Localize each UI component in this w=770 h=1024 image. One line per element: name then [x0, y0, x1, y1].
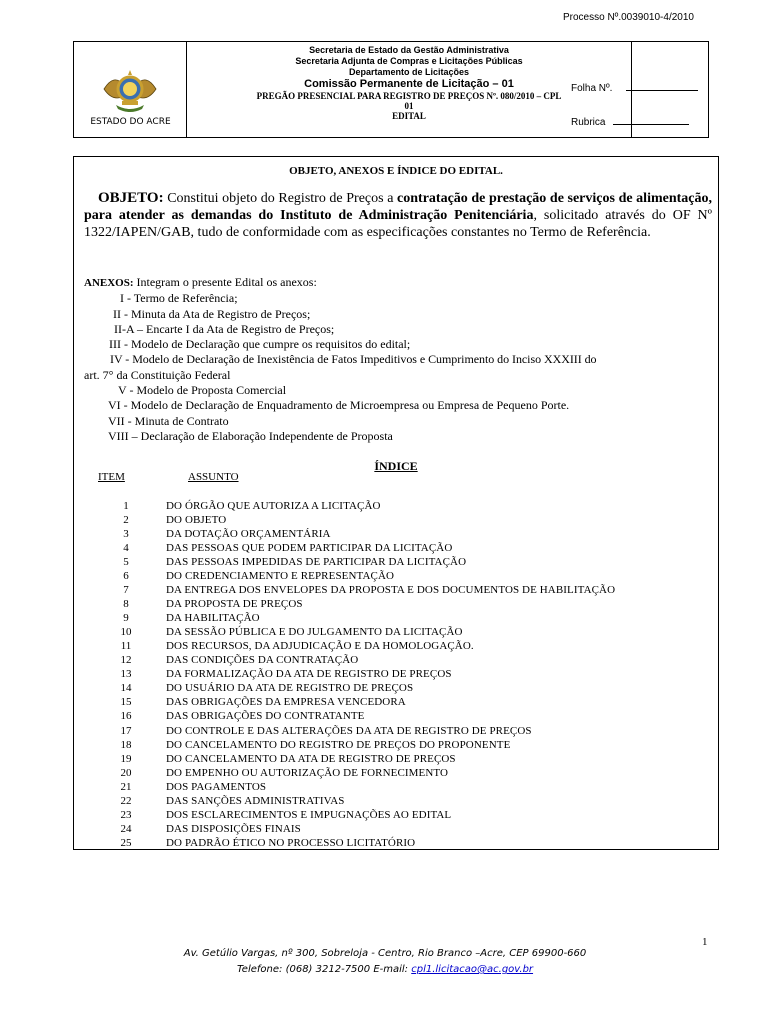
rubrica-blank-line [613, 124, 689, 125]
header-logo-cell [74, 42, 187, 137]
anexos-list [84, 275, 714, 444]
indice-item-subject: DAS SANÇÕES ADMINISTRATIVAS [166, 794, 345, 807]
indice-row [74, 822, 714, 836]
indice-item-number: 20 [120, 766, 132, 779]
header-line-departamento: Departamento de Licitações [348, 67, 470, 77]
indice-item-subject: DA SESSÃO PÚBLICA E DO JULGAMENTO DA LICITAÇÃO [166, 626, 463, 639]
indice-row [74, 527, 714, 541]
header-line-adjunta: Secretaria Adjunta de Compras e Licitações Públicas [295, 56, 523, 66]
indice-item-number: 1 [123, 500, 129, 512]
rubrica-label: Rubrica [571, 117, 606, 128]
indice-row [74, 695, 714, 709]
indice-row [74, 808, 714, 822]
edital-content-box [73, 156, 719, 850]
objeto-text-start: Constitui objeto do Registro de Preços a [163, 191, 398, 206]
indice-item-number: 9 [123, 612, 129, 625]
footer-contact [0, 964, 770, 975]
anexo-item: art. 7° da Constituição Federal [84, 367, 231, 382]
indice-item-number: 21 [120, 780, 132, 793]
indice-col-item: ITEM [98, 471, 125, 483]
indice-item-subject: DAS PESSOAS IMPEDIDAS DE PARTICIPAR DA LICITAÇÃO [166, 556, 467, 569]
objeto-label: OBJETO: [98, 190, 164, 206]
indice-row [74, 709, 714, 723]
folha-label: Folha Nº. [571, 83, 613, 94]
objeto-text-end: , solicitado através do OF Nº 1322/IAPEN/GAB, tudo de conformidade com as especificações constantes no Termo de Referência. [84, 208, 712, 240]
indice-item-number: 7 [123, 584, 129, 597]
indice-item-number: 19 [120, 752, 132, 765]
indice-item-subject: DAS OBRIGAÇÕES DA EMPRESA VENCEDORA [166, 696, 406, 709]
folha-blank-line [626, 90, 698, 91]
indice-item-subject: DOS PAGAMENTOS [166, 780, 267, 793]
indice-item-subject: DO OBJETO [166, 514, 227, 527]
indice-item-subject: DO CANCELAMENTO DA ATA DE REGISTRO DE PREÇOS [166, 752, 456, 765]
indice-row [74, 569, 714, 583]
indice-row [74, 555, 714, 569]
indice-table [74, 499, 714, 850]
header-line-secretaria: Secretaria de Estado da Gestão Administrativa [309, 45, 509, 55]
indice-item-number: 22 [120, 794, 132, 807]
indice-title: ÍNDICE [374, 459, 418, 473]
indice-row [74, 513, 714, 527]
indice-row [74, 583, 714, 597]
indice-row [74, 597, 714, 611]
indice-item-subject: DO CANCELAMENTO DO REGISTRO DE PREÇOS DO PROPONENTE [166, 738, 511, 751]
indice-row [74, 780, 714, 794]
anexo-item: I - Termo de Referência; [120, 291, 238, 306]
indice-item-number: 23 [120, 808, 132, 821]
anexo-item: V - Modelo de Proposta Comercial [118, 383, 287, 398]
anexo-item: VII - Minuta de Contrato [108, 413, 229, 428]
footer-email-link[interactable]: cpl1.licitacao@ac.gov.br [411, 964, 534, 975]
rubrica-field [571, 117, 689, 128]
folha-field [571, 83, 698, 94]
indice-row [74, 681, 714, 695]
footer-address: Av. Getúlio Vargas, nº 300, Sobreloja - Centro, Rio Branco –Acre, CEP 69900-660 [183, 948, 587, 959]
indice-item-number: 25 [120, 836, 132, 849]
indice-item-number: 24 [120, 822, 132, 835]
indice-item-number: 11 [120, 640, 132, 653]
indice-row [74, 794, 714, 808]
anexos-label: ANEXOS: [84, 277, 134, 289]
anexo-item: II-A – Encarte I da Ata de Registro de Preços; [114, 321, 335, 336]
indice-row [74, 541, 714, 555]
indice-row [74, 653, 714, 667]
indice-row [74, 667, 714, 681]
indice-item-number: 6 [123, 570, 129, 583]
anexos-intro-text: Integram o presente Edital os anexos: [133, 275, 317, 289]
anexo-item: VI - Modelo de Declaração de Enquadramento de Microempresa ou Empresa de Pequeno Porte. [108, 398, 570, 413]
indice-item-subject: DOS RECURSOS, DA ADJUDICAÇÃO E DA HOMOLOGAÇÃO. [166, 640, 474, 653]
indice-item-subject: DO EMPENHO OU AUTORIZAÇÃO DE FORNECIMENTO [166, 766, 449, 779]
anexo-item: VIII – Declaração de Elaboração Independente de Proposta [108, 428, 393, 443]
header-title-block [187, 42, 632, 137]
indice-row [74, 738, 714, 752]
estado-do-acre-label: ESTADO DO ACRE [90, 117, 171, 127]
objeto-paragraph [84, 190, 712, 241]
indice-row [74, 766, 714, 780]
header-line-pregao: PREGÃO PRESENCIAL PARA REGISTRO DE PREÇOS Nº. 080/2010 – CPL [256, 91, 562, 101]
indice-item-number: 2 [123, 514, 129, 527]
indice-item-number: 4 [123, 542, 129, 555]
indice-item-subject: DO CREDENCIAMENTO E REPRESENTAÇÃO [166, 570, 395, 583]
indice-item-number: 5 [123, 556, 129, 569]
indice-item-subject: DA PROPOSTA DE PREÇOS [166, 598, 303, 611]
indice-item-number: 17 [120, 724, 132, 737]
footer-phone: Telefone: (068) 3212-7500 E-mail: [236, 964, 412, 975]
indice-item-subject: DA ENTREGA DOS ENVELOPES DA PROPOSTA E DOS DOCUMENTOS DE HABILITAÇÃO [166, 584, 616, 597]
header-line-pregao-cont: 01 [404, 101, 414, 111]
indice-item-subject: DA DOTAÇÃO ORÇAMENTÁRIA [166, 528, 331, 541]
indice-row [74, 499, 714, 513]
indice-item-subject: DA HABILITAÇÃO [166, 612, 260, 625]
indice-item-subject: DAS CONDIÇÕES DA CONTRATAÇÃO [166, 654, 359, 667]
indice-row [74, 836, 714, 850]
header-line-edital: EDITAL [392, 111, 426, 121]
processo-number: Processo Nº.0039010-4/2010 [563, 12, 694, 23]
section-title: OBJETO, ANEXOS E ÍNDICE DO EDITAL. [289, 165, 503, 177]
indice-item-subject: DAS OBRIGAÇÕES DO CONTRATANTE [166, 710, 365, 723]
indice-item-number: 3 [123, 528, 129, 541]
indice-item-subject: DO PADRÃO ÉTICO NO PROCESSO LICITATÓRIO [166, 836, 416, 849]
indice-row [74, 639, 714, 653]
indice-row [74, 752, 714, 766]
objeto-text-bold: contratação de prestação de serviços de alimentação, para atender as demandas do Instituto de Administração Penitenciária [84, 191, 712, 223]
anexo-item: II - Minuta da Ata de Registro de Preços; [113, 306, 311, 321]
indice-item-number: 12 [120, 654, 132, 667]
indice-item-number: 18 [120, 738, 132, 751]
indice-item-number: 13 [120, 668, 132, 681]
indice-item-number: 16 [120, 710, 132, 723]
header-line-comissao: Comissão Permanente de Licitação – 01 [304, 78, 514, 90]
indice-row [74, 724, 714, 738]
indice-item-number: 8 [123, 598, 129, 611]
indice-col-assunto: ASSUNTO [188, 471, 239, 483]
indice-item-subject: DO USUÁRIO DA ATA DE REGISTRO DE PREÇOS [166, 682, 414, 695]
indice-item-number: 10 [120, 626, 132, 639]
page-number: 1 [702, 936, 708, 948]
indice-item-subject: DA FORMALIZAÇÃO DA ATA DE REGISTRO DE PREÇOS [166, 668, 452, 681]
anexo-item: IV - Modelo de Declaração de Inexistência de Fatos Impeditivos e Cumprimento do Inciso XXXIII do [110, 352, 597, 367]
anexo-item: III - Modelo de Declaração que cumpre os requisitos do edital; [109, 337, 411, 352]
indice-item-subject: DO CONTROLE E DAS ALTERAÇÕES DA ATA DE REGISTRO DE PREÇOS [166, 724, 532, 737]
indice-item-number: 15 [120, 696, 132, 709]
indice-row [74, 625, 714, 639]
state-seal-icon [100, 67, 160, 115]
indice-item-subject: DAS PESSOAS QUE PODEM PARTICIPAR DA LICITAÇÃO [166, 542, 453, 555]
indice-item-subject: DO ÓRGÃO QUE AUTORIZA A LICITAÇÃO [166, 500, 381, 512]
indice-item-number: 14 [120, 682, 132, 695]
indice-item-subject: DAS DISPOSIÇÕES FINAIS [166, 822, 301, 835]
indice-row [74, 611, 714, 625]
indice-item-subject: DOS ESCLARECIMENTOS E IMPUGNAÇÕES AO EDITAL [166, 808, 452, 821]
anexos-intro [84, 275, 714, 291]
